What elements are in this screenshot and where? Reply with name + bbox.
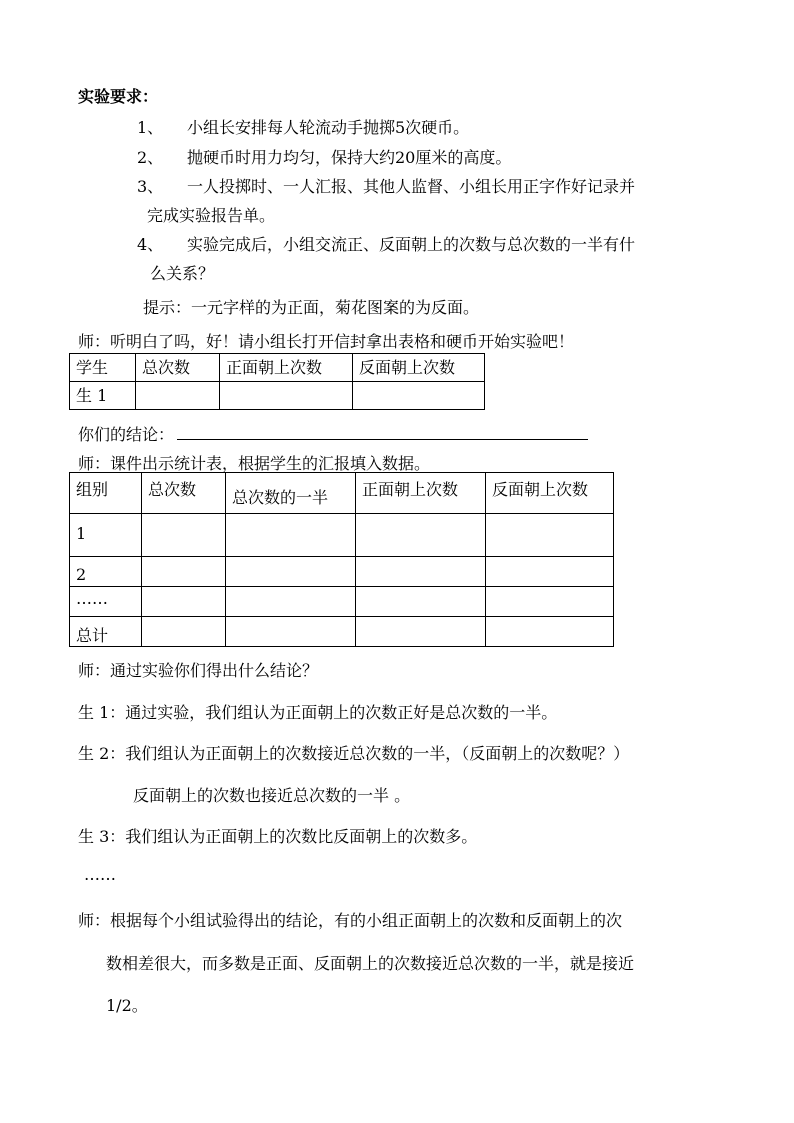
- table-row: [70, 473, 614, 514]
- ellipsis: ……: [84, 865, 116, 884]
- table-cell: [356, 557, 486, 587]
- table-header: 总次数: [136, 354, 220, 382]
- table-cell: [356, 587, 486, 617]
- item-number: 4、: [137, 235, 164, 254]
- student-record-table: [69, 353, 485, 410]
- hint-text: 提示：一元字样的为正面，菊花图案的为反面。: [143, 298, 480, 317]
- student-2-answer-cont: 反面朝上的次数也接近总次数的一半 。: [133, 786, 411, 805]
- table-row: [70, 587, 614, 617]
- teacher-summary-line-3: 1/2。: [106, 996, 148, 1015]
- table-cell: [142, 587, 226, 617]
- table-cell: [226, 557, 356, 587]
- table-cell: [226, 514, 356, 557]
- teacher-line-2: 师：课件出示统计表，根据学生的汇报填入数据。: [78, 454, 431, 473]
- table-cell: [226, 617, 356, 647]
- table-cell: 2: [70, 557, 142, 587]
- table-cell: [136, 382, 220, 410]
- item-text: 实验完成后，小组交流正、反面朝上的次数与总次数的一半有什: [187, 235, 636, 254]
- requirement-item-4: [137, 232, 635, 255]
- table-cell: [142, 514, 226, 557]
- table-cell: [356, 617, 486, 647]
- table-cell: ……: [70, 587, 142, 617]
- item-text: 一人投掷时、一人汇报、其他人监督、小组长用正字作好记录并: [187, 177, 636, 196]
- item-text: 抛硬币时用力均匀，保持大约20厘米的高度。: [187, 148, 512, 167]
- table-header: 反面朝上次数: [353, 354, 485, 382]
- requirement-item-3-cont: 完成实验报告单。: [147, 206, 276, 225]
- table-header: 正面朝上次数: [356, 473, 486, 514]
- item-number: 3、: [137, 177, 164, 196]
- table-cell: [486, 514, 614, 557]
- requirement-item-3: [137, 174, 635, 197]
- student-3-answer: 生 3：我们组认为正面朝上的次数比反面朝上的次数多。: [78, 827, 478, 846]
- requirements-heading: 实验要求：: [78, 87, 159, 106]
- table-cell: [486, 587, 614, 617]
- table-cell: 1: [70, 514, 142, 557]
- table-row: [70, 354, 485, 382]
- table-cell: [486, 557, 614, 587]
- teacher-summary-line-2: 数相差很大，而多数是正面、反面朝上的次数接近总次数的一半，就是接近: [106, 954, 635, 973]
- table-header: 总次数: [142, 473, 226, 514]
- table-header: 正面朝上次数: [220, 354, 353, 382]
- table-cell: [220, 382, 353, 410]
- item-text: 小组长安排每人轮流动手抛掷5次硬币。: [187, 118, 470, 137]
- table-cell: [486, 617, 614, 647]
- teacher-summary-line-1: 师：根据每个小组试验得出的结论，有的小组正面朝上的次数和反面朝上的次: [78, 911, 623, 930]
- table-cell: [142, 557, 226, 587]
- table-cell: [226, 587, 356, 617]
- requirement-item-1: [137, 115, 469, 138]
- table-header: 组别: [70, 473, 142, 514]
- requirement-item-4-cont: 么关系？: [150, 264, 215, 283]
- table-header: 学生: [70, 354, 136, 382]
- table-cell: [353, 382, 485, 410]
- teacher-question: 师：通过实验你们得出什么结论？: [78, 661, 319, 680]
- table-cell: 总计: [70, 617, 142, 647]
- table-row: [70, 382, 485, 410]
- conclusion-label: 你们的结论：: [78, 425, 175, 444]
- student-2-answer: 生 2：我们组认为正面朝上的次数接近总次数的一半，（反面朝上的次数呢？）: [78, 744, 630, 763]
- teacher-line-1: 师：听明白了吗，好！请小组长打开信封拿出表格和硬币开始实验吧！: [78, 332, 575, 351]
- student-1-answer: 生 1：通过实验，我们组认为正面朝上的次数正好是总次数的一半。: [78, 703, 558, 722]
- item-number: 1、: [137, 118, 164, 137]
- table-header: 反面朝上次数: [486, 473, 614, 514]
- group-statistics-table: [69, 472, 614, 647]
- table-header: 总次数的一半: [226, 473, 356, 514]
- table-cell: 生 1: [70, 382, 136, 410]
- item-number: 2、: [137, 148, 164, 167]
- table-row: [70, 514, 614, 557]
- conclusion-blank-line: [177, 439, 588, 440]
- table-row: [70, 557, 614, 587]
- table-row: [70, 617, 614, 647]
- table-cell: [142, 617, 226, 647]
- table-cell: [356, 514, 486, 557]
- requirement-item-2: [137, 145, 511, 168]
